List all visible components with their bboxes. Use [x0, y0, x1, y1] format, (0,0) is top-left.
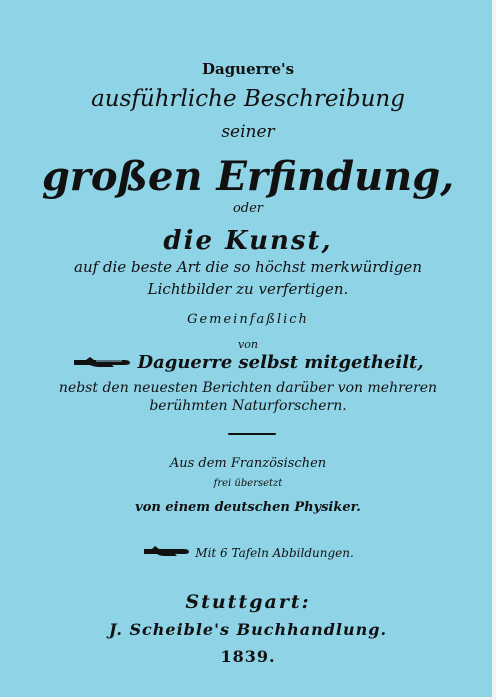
year-line: 1839.	[220, 647, 276, 666]
subtitle-line-1: auf die beste Art die so höchst merkwürdigen	[74, 258, 422, 276]
description-line: ausführliche Beschreibung	[91, 86, 405, 112]
reports-line-2: berühmten Naturforschern.	[149, 398, 347, 414]
plates-row	[0, 542, 496, 562]
translated-line-2: frei übersetzt	[213, 478, 283, 489]
translated-line-1: Aus dem Französischen	[169, 456, 327, 471]
city-line: Stuttgart:	[185, 591, 311, 613]
reports-line-1: nebst den neuesten Berichten darüber von mehreren	[58, 380, 438, 396]
author-line: Daguerre's	[201, 60, 295, 78]
communicated-line: Daguerre selbst mitgetheilt,	[137, 352, 424, 373]
of-his-line: seiner	[221, 122, 275, 142]
translated-line-3: von einem deutschen Physiker.	[135, 500, 361, 515]
art-line: die Kunst,	[163, 226, 333, 256]
pointing-hand-icon	[72, 354, 132, 374]
pointing-hand-icon	[142, 543, 190, 562]
main-title: großen Erfindung,	[41, 153, 455, 200]
popular-line: Gemeinfaßlich	[187, 312, 309, 327]
or-line: oder	[232, 201, 264, 216]
publisher-line: J. Scheible's Buchhandlung.	[108, 620, 388, 639]
ornamental-divider	[228, 433, 276, 435]
plates-line: Mit 6 Tafeln Abbildungen.	[195, 546, 354, 560]
communicated-row	[0, 352, 496, 374]
from-line: von	[238, 338, 258, 351]
subtitle-line-2: Lichtbilder zu verfertigen.	[147, 280, 349, 298]
